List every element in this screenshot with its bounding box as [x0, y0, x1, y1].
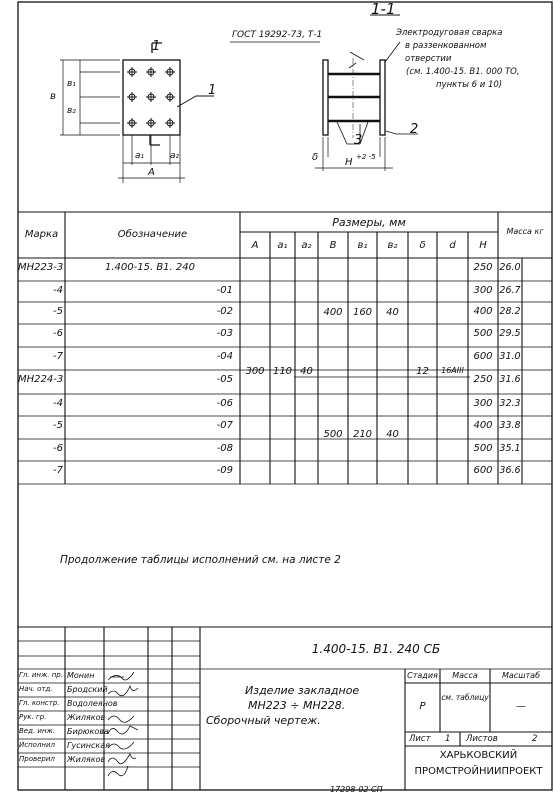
row-H: 500: [473, 328, 493, 339]
sheet-label: Лист: [409, 734, 431, 744]
org-line-1: ХАРЬКОВСКИЙ: [439, 750, 518, 761]
role-name: Бродский: [67, 685, 108, 694]
role-title: Исполнил: [19, 741, 56, 749]
dim-a2: а₂: [170, 151, 180, 161]
sheets-value: 2: [532, 734, 538, 744]
dim-a1: а₁: [135, 151, 145, 161]
row-mass: 33.8: [499, 420, 521, 431]
row-mark: -5: [53, 420, 63, 431]
role-title: Проверил: [19, 755, 55, 763]
sheets-label: Листов: [466, 734, 498, 744]
scale-label: Масштаб: [501, 671, 541, 680]
dim-H: Н: [345, 157, 353, 168]
row-mark: -6: [53, 443, 63, 454]
row-mass: 29.5: [499, 328, 521, 339]
weld-note-line-5: пункты 6 и 10): [436, 80, 503, 90]
weld-note-line-2: в раззенкованном: [405, 41, 487, 51]
dim-b: в: [50, 91, 56, 102]
row-mass: 26.0: [499, 262, 521, 273]
role-name: Водолеянов: [67, 699, 118, 708]
doc-code: 1.400-15. В1. 240 СБ: [311, 642, 441, 656]
cell-delta: 12: [416, 366, 429, 377]
weld-note-line-1: Электродуговая сварка: [396, 28, 503, 38]
row-mass: 32.3: [499, 398, 521, 409]
row-mark: -7: [53, 465, 63, 476]
row-mark: -5: [53, 306, 63, 317]
sheet-value: 1: [445, 734, 451, 744]
role-name: Жиляков: [67, 713, 106, 722]
row-H: 600: [473, 465, 493, 476]
role-title: Вед. инж.: [19, 727, 56, 735]
row-mass: 31.6: [499, 374, 521, 385]
row-H: 600: [473, 351, 493, 362]
col-header-A: А: [251, 240, 259, 251]
dim-b2: в₂: [67, 106, 76, 116]
stage-value: Р: [419, 701, 426, 712]
role-title: Гл. констр.: [19, 699, 60, 707]
row-mark: -7: [53, 351, 63, 362]
role-title: Рук. гр.: [19, 713, 47, 721]
row-H: 400: [473, 306, 493, 317]
col-header-B: В: [329, 240, 337, 251]
cell-a2: 40: [300, 366, 313, 377]
role-name: Монин: [67, 671, 95, 680]
row-H: 500: [473, 443, 493, 454]
row-H: 300: [473, 285, 493, 296]
col-header-mass: Масса кг: [506, 227, 544, 236]
row-designation: 1.400-15. В1. 240: [105, 262, 195, 273]
dim-delta: δ: [312, 152, 319, 163]
leader-label-2: 2: [410, 122, 419, 137]
row-mark: -4: [53, 285, 63, 296]
dim-b1: в₁: [67, 79, 76, 89]
row-mark: -4: [53, 398, 63, 409]
cell-group1-b2: 40: [386, 307, 399, 318]
row-H: 300: [473, 398, 493, 409]
col-header-b1: в₁: [357, 240, 368, 251]
stage-label: Стадия: [407, 671, 438, 680]
dim-A: А: [148, 167, 155, 178]
mass-label: Масса: [452, 671, 478, 680]
cell-group1-B: 400: [323, 307, 343, 318]
row-mark: МН223-3: [18, 262, 64, 273]
row-designation: -01: [216, 285, 233, 296]
row-designation: -04: [216, 351, 233, 362]
section-mark: 1-1: [371, 0, 396, 18]
row-H: 250: [473, 374, 493, 385]
col-header-d: d: [449, 240, 456, 251]
row-designation: -05: [216, 374, 233, 385]
cell-group1-b1: 160: [352, 307, 373, 318]
view-mark: 1: [152, 39, 161, 54]
continuation-note: Продолжение таблицы исполнений см. на листе 2: [60, 554, 341, 566]
col-header-a2: а₂: [301, 240, 312, 251]
col-header-H: Н: [479, 240, 487, 251]
row-H: 250: [473, 262, 493, 273]
bottom-fragment: 17298-02 СП: [330, 785, 383, 794]
role-name: Жиляков: [67, 755, 106, 764]
col-header-a1: а₁: [277, 240, 288, 251]
row-designation: -09: [216, 465, 233, 476]
row-H: 400: [473, 420, 493, 431]
col-header-sizes: Размеры, мм: [332, 216, 406, 229]
row-mark: -6: [53, 328, 63, 339]
cell-d: 16AIII: [441, 366, 464, 375]
col-header-delta: δ: [419, 240, 426, 251]
weld-note-line-3: отверстии: [405, 54, 452, 64]
role-name: Гусинская: [67, 741, 110, 750]
cell-A: 300: [245, 366, 265, 377]
leader-label-3: 3: [354, 133, 363, 148]
row-mass: 36.6: [499, 465, 521, 476]
product-line-1: Изделие закладное: [245, 684, 360, 697]
org-line-2: ПРОМСТРОЙНИИПРОЕКТ: [414, 766, 543, 777]
role-title: Нач. отд.: [19, 685, 53, 693]
col-header-mark: Марка: [24, 229, 59, 240]
mass-value: см. таблицу: [441, 693, 489, 702]
product-line-2: МН223 ÷ МН228.: [248, 699, 346, 712]
row-mass: 28.2: [499, 306, 521, 317]
cell-group2-B: 500: [323, 429, 343, 440]
row-designation: -08: [216, 443, 233, 454]
role-name: Бирюкова: [67, 727, 109, 736]
dim-H-tolerance: +2 -5: [356, 153, 376, 161]
row-designation: -06: [216, 398, 233, 409]
cell-group2-b1: 210: [352, 429, 373, 440]
leader-label-1: 1: [208, 83, 217, 98]
weld-note-line-4: (см. 1.400-15. В1. 000 ТО,: [406, 67, 520, 77]
cell-group2-b2: 40: [386, 429, 399, 440]
role-title: Гл. инж. пр.: [19, 671, 63, 679]
row-designation: -02: [216, 306, 233, 317]
product-line-3: Сборочный чертеж.: [206, 714, 321, 727]
col-header-b2: в₂: [387, 240, 398, 251]
scale-value: —: [516, 701, 526, 712]
gost-note: ГОСТ 19292-73, Т-1: [232, 30, 323, 40]
row-designation: -07: [216, 420, 233, 431]
row-designation: -03: [216, 328, 233, 339]
row-mass: 31.0: [499, 351, 521, 362]
cell-a1: 110: [272, 366, 293, 377]
row-mass: 35.1: [499, 443, 521, 454]
row-mark: МН224-3: [18, 374, 64, 385]
row-mass: 26.7: [499, 285, 521, 296]
col-header-designation: Обозначение: [117, 229, 188, 240]
